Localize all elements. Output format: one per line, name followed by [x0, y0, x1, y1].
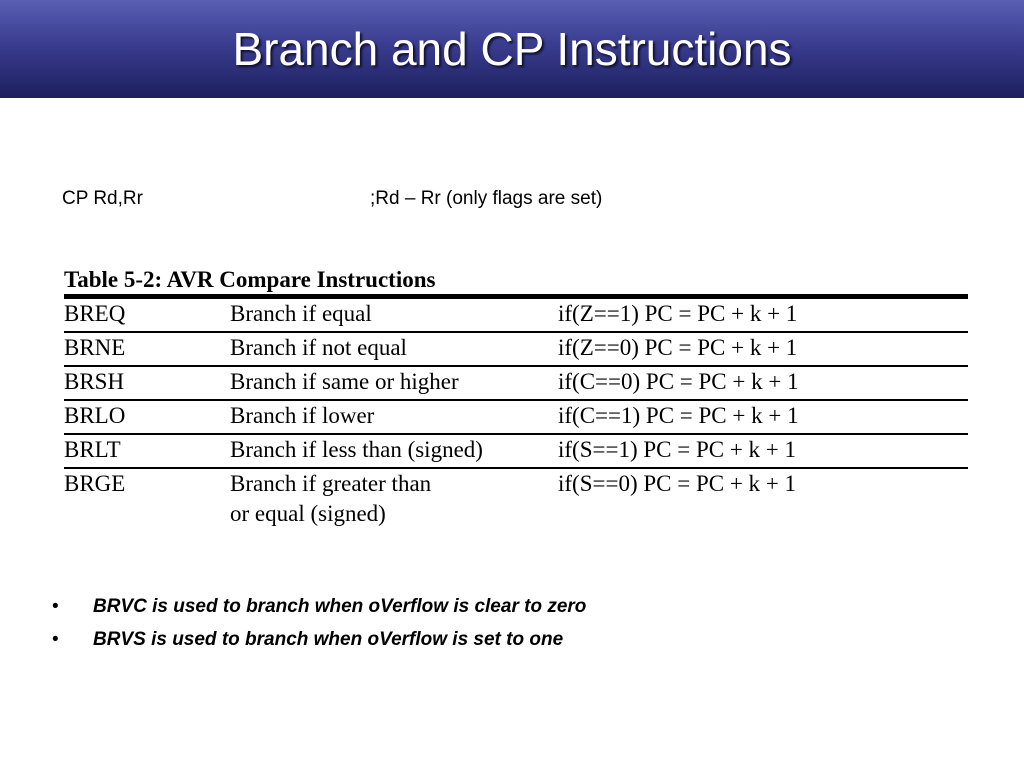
slide-title: Branch and CP Instructions	[232, 23, 792, 75]
mnemonic-cell: BRNE	[64, 335, 126, 360]
mnemonic-cell: BREQ	[64, 301, 126, 326]
cp-instruction: CP Rd,Rr	[62, 188, 143, 209]
operation-cell: if(C==1) PC = PC + k + 1	[558, 403, 799, 428]
description-cell: Branch if less than (signed)	[230, 437, 483, 462]
table-row	[64, 469, 968, 535]
table-caption: Table 5-2: AVR Compare Instructions	[64, 266, 968, 299]
table-row	[64, 401, 968, 435]
bullet-text: BRVS is used to branch when oVerflow is set to one	[93, 629, 564, 650]
bullet-text: BRVC is used to branch when oVerflow is clear to zero	[93, 596, 587, 617]
operation-cell: if(S==0) PC = PC + k + 1	[558, 471, 797, 496]
operation-cell: if(Z==1) PC = PC + k + 1	[558, 301, 798, 326]
description-cell: Branch if not equal	[230, 335, 407, 360]
title-bar	[0, 0, 1024, 98]
compare-instructions-table	[64, 266, 968, 535]
table-row	[64, 435, 968, 469]
bullet-dot-icon: •	[52, 629, 59, 650]
description-cell	[230, 469, 431, 529]
table-row	[64, 333, 968, 367]
description-cell: Branch if same or higher	[230, 369, 459, 394]
bullet-dot-icon: •	[52, 596, 59, 617]
description-cell: Branch if equal	[230, 301, 372, 326]
description-line-1: Branch if greater than	[230, 471, 432, 496]
mnemonic-cell: BRGE	[64, 471, 126, 496]
table-row	[64, 299, 968, 333]
table-row	[64, 367, 968, 401]
description-cell: Branch if lower	[230, 403, 375, 428]
operation-cell: if(C==0) PC = PC + k + 1	[558, 369, 799, 394]
description-line-2: or equal (signed)	[230, 501, 386, 526]
operation-cell: if(S==1) PC = PC + k + 1	[558, 437, 797, 462]
mnemonic-cell: BRLO	[64, 403, 126, 428]
mnemonic-cell: BRSH	[64, 369, 125, 394]
operation-cell: if(Z==0) PC = PC + k + 1	[558, 335, 798, 360]
cp-comment: ;Rd – Rr (only flags are set)	[370, 188, 603, 209]
mnemonic-cell: BRLT	[64, 437, 121, 462]
